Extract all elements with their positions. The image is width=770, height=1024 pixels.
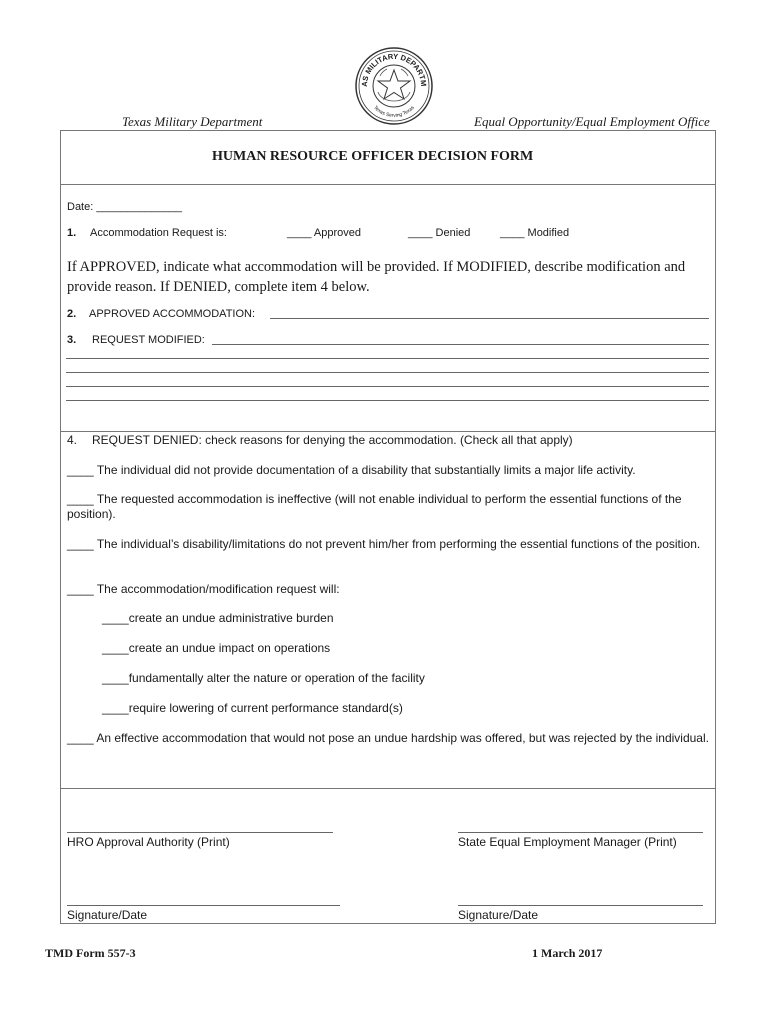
reason-no-limitation[interactable]: ____ The individual’s disability/limitations do not prevent him/her from performing the essential functions of the position. [67, 537, 701, 551]
reason-ineffective[interactable]: ____ The requested accommodation is ineffective (will not enable individual to perform the essential functions of the position). [67, 492, 682, 521]
item1-label: Accommodation Request is: [90, 227, 227, 239]
header-org-name: Texas Military Department [122, 114, 263, 129]
item4-label: REQUEST DENIED: check reasons for denying the accommodation. (Check all that apply) [92, 433, 573, 447]
item1-number: 1. [67, 227, 77, 239]
modified-checkbox[interactable]: ____ Modified [500, 227, 570, 239]
modified-line-4[interactable] [66, 400, 709, 401]
request-modified-field[interactable] [212, 344, 709, 345]
modified-line-1[interactable] [66, 358, 709, 359]
hro-signature-label: Signature/Date [67, 908, 148, 922]
approved-accommodation-field[interactable] [270, 318, 709, 319]
modified-line-2[interactable] [66, 372, 709, 373]
sub-reason-alter-facility[interactable]: ____fundamentally alter the nature or operation of the facility [102, 671, 425, 685]
seal-motto: Texas Serving Texas [372, 104, 416, 119]
form-number: TMD Form 557-3 [45, 946, 136, 960]
reason-request-will[interactable]: ____ The accommodation/modification request will: [67, 582, 340, 596]
item3-number: 3. [67, 334, 77, 346]
hro-signature-line[interactable] [67, 905, 340, 906]
texas-military-seal [354, 46, 434, 126]
seal-text: AS MILITARY DEPARTM [359, 51, 429, 88]
sub-reason-lower-standards[interactable]: ____require lowering of current performance standard(s) [102, 701, 403, 715]
sub-reason-admin-burden[interactable]: ____create an undue administrative burden [102, 611, 334, 625]
hro-print-label: HRO Approval Authority (Print) [67, 835, 230, 849]
instruction-text: If APPROVED, indicate what accommodation will be provided. If MODIFIED, describe modification and provide reason. If DENIED, complete item 4 below. [67, 259, 686, 295]
sub-reason-operations[interactable]: ____create an undue impact on operations [102, 641, 331, 655]
form-date: 1 March 2017 [532, 946, 603, 960]
eem-print-label: State Equal Employment Manager (Print) [458, 835, 677, 849]
eem-signature-line[interactable] [458, 905, 703, 906]
eem-signature-label: Signature/Date [458, 908, 539, 922]
item3-label: REQUEST MODIFIED: [92, 334, 205, 346]
reason-no-documentation[interactable]: ____ The individual did not provide documentation of a disability that substantially limits a major life activity. [67, 463, 636, 477]
hro-print-line[interactable] [67, 832, 333, 833]
date-field[interactable]: Date: ______________ [67, 201, 182, 213]
eem-print-line[interactable] [458, 832, 703, 833]
modified-line-3[interactable] [66, 386, 709, 387]
form-title: HUMAN RESOURCE OFFICER DECISION FORM [212, 149, 534, 164]
denied-checkbox[interactable]: ____ Denied [408, 227, 471, 239]
approved-checkbox[interactable]: ____ Approved [287, 227, 362, 239]
reason-offer-rejected[interactable]: ____ An effective accommodation that would not pose an undue hardship was offered, but was rejected by the individual. [67, 731, 709, 745]
item2-label: APPROVED ACCOMMODATION: [89, 308, 256, 320]
item4-number: 4. [67, 433, 78, 447]
header-office-name: Equal Opportunity/Equal Employment Office [474, 114, 710, 129]
signature-box [60, 788, 716, 924]
item2-number: 2. [67, 308, 77, 320]
